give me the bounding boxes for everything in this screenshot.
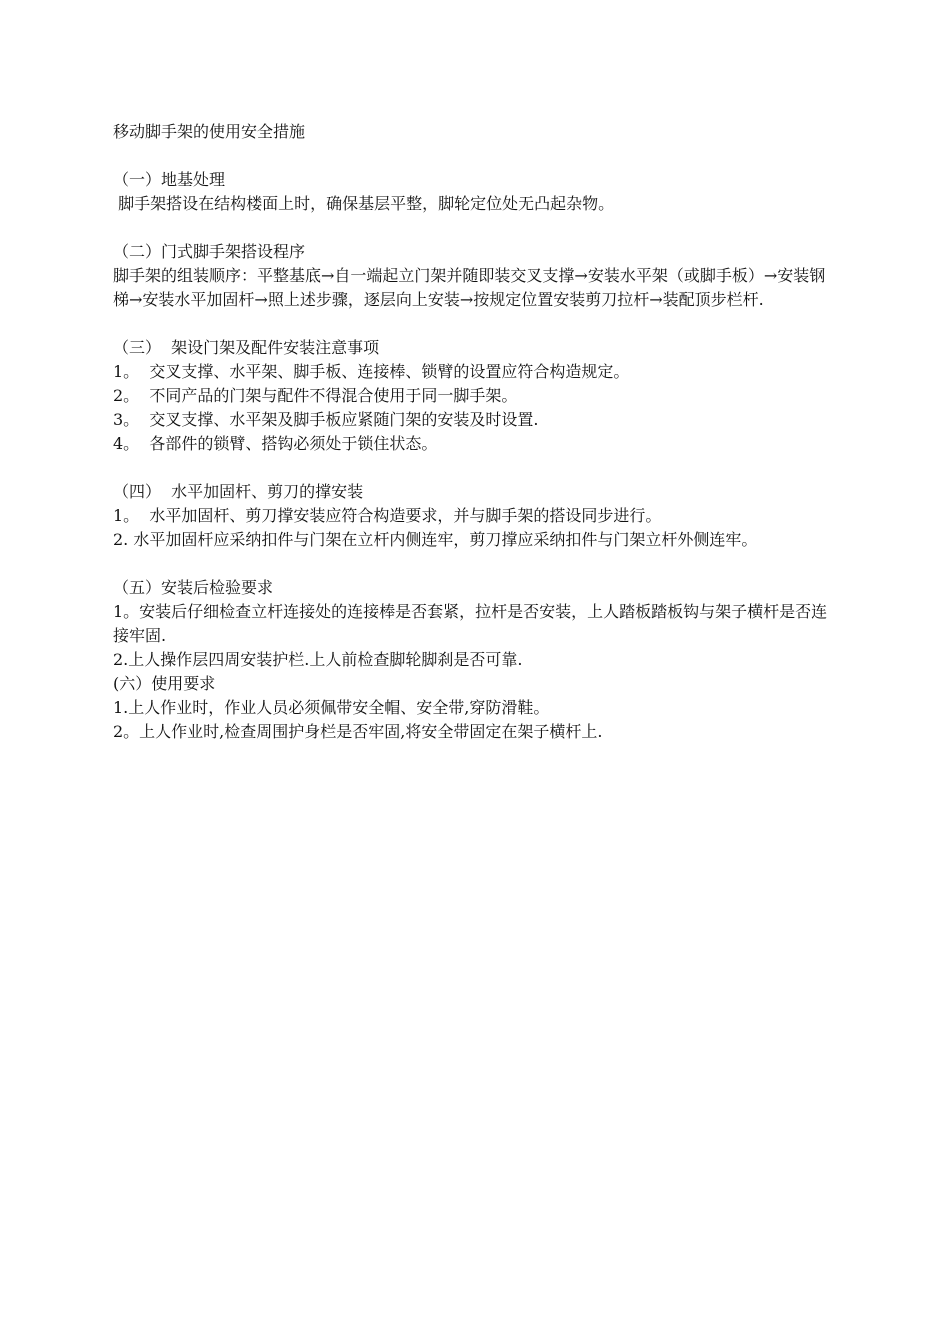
spacer (113, 456, 841, 480)
section-2-paragraph-1: 脚手架的组装顺序：平整基底→自一端起立门架并随即装交叉支撑→安装水平架（或脚手板）→安装钢梯→安装水平加固杆→照上述步骤，逐层向上安装→按规定位置安装剪刀拉杆→装配顶步栏杆. (113, 266, 826, 309)
section-4-item-1: 1。 水平加固杆、剪刀撑安装应符合构造要求，并与脚手架的搭设同步进行。 (113, 506, 662, 525)
spacer (113, 312, 841, 336)
section-6-item-1: 1.上人作业时，作业人员必须佩带安全帽、安全带,穿防滑鞋。 (113, 698, 550, 717)
spacer (113, 144, 841, 168)
section-4-item-2: 2. 水平加固杆应采纳扣件与门架在立杆内侧连牢，剪刀撑应采纳扣件与门架立杆外侧连牢。 (113, 530, 758, 549)
section-3-item-2: 2。 不同产品的门架与配件不得混合使用于同一脚手架。 (113, 386, 518, 405)
document-title: 移动脚手架的使用安全措施 (113, 122, 306, 141)
section-5-item-2: 2.上人操作层四周安装护栏.上人前检查脚轮脚刹是否可靠. (113, 650, 523, 669)
section-4-heading: （四） 水平加固杆、剪刀的撑安装 (113, 482, 364, 501)
section-5-heading: （五）安装后检验要求 (113, 578, 274, 597)
document-page (113, 120, 841, 744)
section-1-heading: （一）地基处理 (113, 170, 226, 189)
section-3-item-3: 3。 交叉支撑、水平架及脚手板应紧随门架的安装及时设置. (113, 410, 539, 429)
section-2-heading: （二）门式脚手架搭设程序 (113, 242, 306, 261)
section-1-paragraph-1: 脚手架搭设在结构楼面上时，确保基层平整，脚轮定位处无凸起杂物。 (113, 194, 615, 213)
section-3-item-1: 1。 交叉支撑、水平架、脚手板、连接棒、锁臂的设置应符合构造规定。 (113, 362, 630, 381)
section-3-heading: （三） 架设门架及配件安装注意事项 (113, 338, 380, 357)
section-3-item-4: 4。 各部件的锁臂、搭钩必须处于锁住状态。 (113, 434, 438, 453)
section-6-heading: (六）使用要求 (113, 674, 216, 693)
spacer (113, 552, 841, 576)
section-6-item-2: 2。上人作业时,检查周围护身栏是否牢固,将安全带固定在架子横杆上. (113, 722, 603, 741)
section-5-item-1: 1。安装后仔细检查立杆连接处的连接棒是否套紧，拉杆是否安装，上人踏板踏板钩与架子横杆是否连接牢固. (113, 602, 828, 645)
spacer (113, 216, 841, 240)
